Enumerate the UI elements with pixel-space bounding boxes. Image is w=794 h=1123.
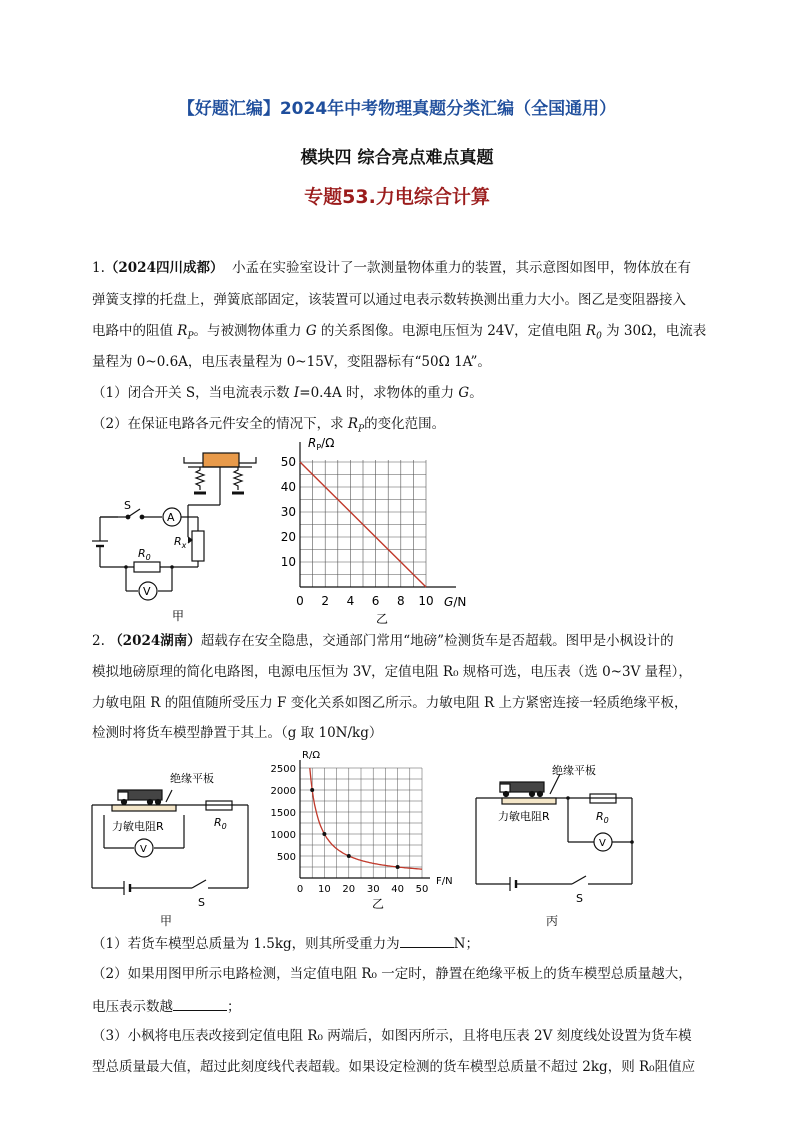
topic-title: 专题53.力电综合计算 <box>304 186 490 208</box>
q1-part-1c: 。 <box>469 385 483 401</box>
answer-blank-1[interactable] <box>400 933 454 948</box>
chart2-ytick: 2000 <box>270 786 296 797</box>
q1-line-4 <box>92 353 491 371</box>
g-symbol: G <box>305 323 321 339</box>
r0-label: $R_0$ <box>596 810 609 825</box>
chart2-caption: 乙 <box>372 897 385 911</box>
voltmeter-label: V <box>143 585 151 598</box>
chart2-xtick: 0 <box>296 884 304 895</box>
q2-part-3a: （3）小枫将电压表改接到定值电阻 R₀ 两端后，如图丙所示，且将电压表 2V 刻度线处设置为货车模 <box>92 1028 692 1044</box>
q1-line-1 <box>92 259 691 277</box>
r-f-curve <box>310 768 422 869</box>
spring-left <box>196 467 204 490</box>
fig1a-caption: 甲 <box>172 609 185 623</box>
q2-part-2b: 电压表示数越 <box>92 999 173 1015</box>
chart1-xtick: 0 <box>296 594 304 608</box>
q1-part-1b: =0.4A 时，求物体的重力 <box>299 385 459 401</box>
q1-text-1: 小孟在实验室设计了一款测量物体重力的装置，其示意图如图甲，物体放在有 <box>232 260 692 276</box>
q2-text-4: 检测时将货车模型静置于其上。（g 取 10N/kg） <box>92 725 383 741</box>
r0-symbol: $R_0$ <box>585 323 602 342</box>
chart2-ylabel: R/Ω <box>302 750 320 761</box>
q2-text-3: 力敏电阻 R 的阻值随所受压力 F 变化关系如图乙所示。力敏电阻 R 上方紧密连接一轻质绝缘平板， <box>92 695 688 711</box>
rx-label: $R_x$ <box>174 535 187 550</box>
q1-chart-rp-vs-g <box>278 435 478 635</box>
chart2-xtick: 40 <box>391 884 404 895</box>
r0-label: $R_0$ <box>214 816 227 831</box>
q1-part-2b: 的变化范围。 <box>364 416 446 432</box>
sensor-label: 力敏电阻R <box>112 820 164 833</box>
answer-blank-2[interactable] <box>173 996 227 1011</box>
q1-part-2a: （2）在保证电路各元件安全的情况下，求 <box>92 416 348 432</box>
chart2-ytick: 1000 <box>270 830 296 841</box>
q2-part-3-line-1 <box>92 1027 692 1045</box>
q1-source: （2024四川成都） <box>104 260 224 276</box>
chart1-xtick: 8 <box>396 594 405 608</box>
chart1-ytick: 10 <box>280 555 296 569</box>
q2-part-2a: （2）如果用图甲所示电路检测，当定值电阻 R₀ 一定时，静置在绝缘平板上的货车模型总质量越大， <box>92 966 692 982</box>
chart2-point <box>396 865 400 869</box>
chart1-xtick: 10 <box>418 594 434 608</box>
q2-fig-a-caption: 甲 <box>160 914 173 928</box>
q1-line-2 <box>92 291 686 309</box>
q1-text-2: 弹簧支撑的托盘上，弹簧底部固定，该装置可以通过电表示数转换测出重力大小。图乙是变阻器接入 <box>92 292 686 308</box>
chart1-xtick: 6 <box>371 594 380 608</box>
document-title: 【好题汇编】2024年中考物理真题分类汇编（全国通用） <box>177 99 617 119</box>
sensor-label: 力敏电阻R <box>498 810 550 823</box>
switch-label: S <box>576 892 583 905</box>
switch-label: S <box>124 499 131 512</box>
chart2-point <box>347 854 351 858</box>
rp-symbol: $R_P$ <box>177 323 194 342</box>
q2-line-1 <box>92 632 674 650</box>
chart1-ytick: 50 <box>280 455 296 469</box>
q1-part-2: （2）在保证电路各元件安全的情况下，求 $R_P$的变化范围。 <box>92 416 446 435</box>
chart2-point <box>322 832 326 836</box>
rx-resistor <box>192 531 204 561</box>
weight-block <box>203 453 239 467</box>
q2-part-1b: N； <box>453 936 479 952</box>
module-title: 模块四 综合亮点难点真题 <box>300 148 494 168</box>
switch-s[interactable] <box>572 876 586 884</box>
q1-part-1: （1）闭合开关 S，当电流表示数 I=0.4A 时，求物体的重力 G。 <box>92 385 483 401</box>
q2-part-2-line-1 <box>92 965 692 983</box>
chart1-caption: 乙 <box>376 612 389 626</box>
chart2-ytick: 1500 <box>270 808 296 819</box>
voltmeter-label: V <box>599 838 606 849</box>
q1-text-3c: 的关系图像。电源电压恒为 24V，定值电阻 <box>320 323 586 339</box>
r0-resistor <box>134 562 160 572</box>
q2-line-4 <box>92 724 382 742</box>
q2-figure-c-circuit <box>472 760 642 912</box>
q1-text-3a: 电路中的阻值 <box>92 323 178 339</box>
chart2-xtick: 50 <box>415 884 429 895</box>
chart1-ylabel: $R_P/\Omega$ <box>308 436 335 452</box>
chart2-xtick: 20 <box>342 884 356 895</box>
chart1-xtick: 2 <box>321 594 330 608</box>
switch-label: S <box>198 896 205 909</box>
q2-text-2: 模拟地磅原理的简化电路图，电源电压恒为 3V，定值电阻 R₀ 规格可选，电压表（选 0~3V 量程）， <box>92 664 692 680</box>
chart1-ytick: 30 <box>280 505 296 519</box>
chart1-xlabel: G/N <box>444 595 467 609</box>
chart2-ytick: 500 <box>276 852 296 863</box>
q1-part-1a: （1）闭合开关 S，当电流表示数 <box>92 385 294 401</box>
r0-label: $R_0$ <box>138 547 151 562</box>
chart2-xlabel: F/N <box>436 876 453 887</box>
q2-part-1 <box>92 933 479 953</box>
q2-line-2 <box>92 663 692 681</box>
q1-figure-circuit <box>88 445 278 630</box>
q2-fig-c-caption: 丙 <box>546 914 559 928</box>
chart2-xtick: 30 <box>366 884 380 895</box>
plate-label: 绝缘平板 <box>170 772 214 785</box>
chart2-xtick: 10 <box>318 884 331 895</box>
chart2-point <box>310 788 314 792</box>
chart1-ytick: 20 <box>280 530 296 544</box>
chart2-ytick: 2500 <box>270 764 296 775</box>
q1-number: 1. <box>92 260 105 276</box>
plate-label: 绝缘平板 <box>552 764 596 777</box>
spring-right <box>234 467 242 490</box>
chart1-ytick: 40 <box>280 480 296 494</box>
q2-figure-a-circuit <box>88 768 258 913</box>
ammeter-label: A <box>167 511 175 524</box>
q1-text-3d: 为 30Ω，电流表 <box>606 323 707 339</box>
q1-line-3: 电路中的阻值 $R_P$。与被测物体重力 G 的关系图像。电源电压恒为 24V，定值电阻 $R_0$ 为 30Ω，电流表 <box>92 323 707 342</box>
q1-text-4: 量程为 0~0.6A，电压表量程为 0~15V，变阻器标有“50Ω 1A”。 <box>92 354 491 370</box>
q2-text-1: 超载存在安全隐患，交通部门常用“地磅”检测货车是否超载。图甲是小枫设计的 <box>200 633 674 649</box>
chart1-xtick: 4 <box>346 594 355 608</box>
q2-line-3 <box>92 694 687 712</box>
q2-source: （2024湖南） <box>109 633 201 649</box>
q1-text-3b: 与被测物体重力 <box>207 323 306 339</box>
q2-chart-r-vs-f <box>262 748 462 928</box>
voltmeter-label: V <box>140 844 147 855</box>
switch-s[interactable] <box>192 880 206 888</box>
q2-part-3-line-2 <box>92 1058 695 1076</box>
q2-part-2-line-2 <box>92 996 241 1016</box>
q2-part-2c: ； <box>227 999 241 1015</box>
q2-number: 2. <box>92 633 105 649</box>
q2-part-3b: 型总质量最大值，超过此刻度线代表超载。如果设定检测的货车模型总质量不超过 2kg，则 R₀阻值应 <box>92 1059 696 1075</box>
q2-part-1a: （1）若货车模型总质量为 1.5kg，则其所受重力为 <box>92 936 400 952</box>
